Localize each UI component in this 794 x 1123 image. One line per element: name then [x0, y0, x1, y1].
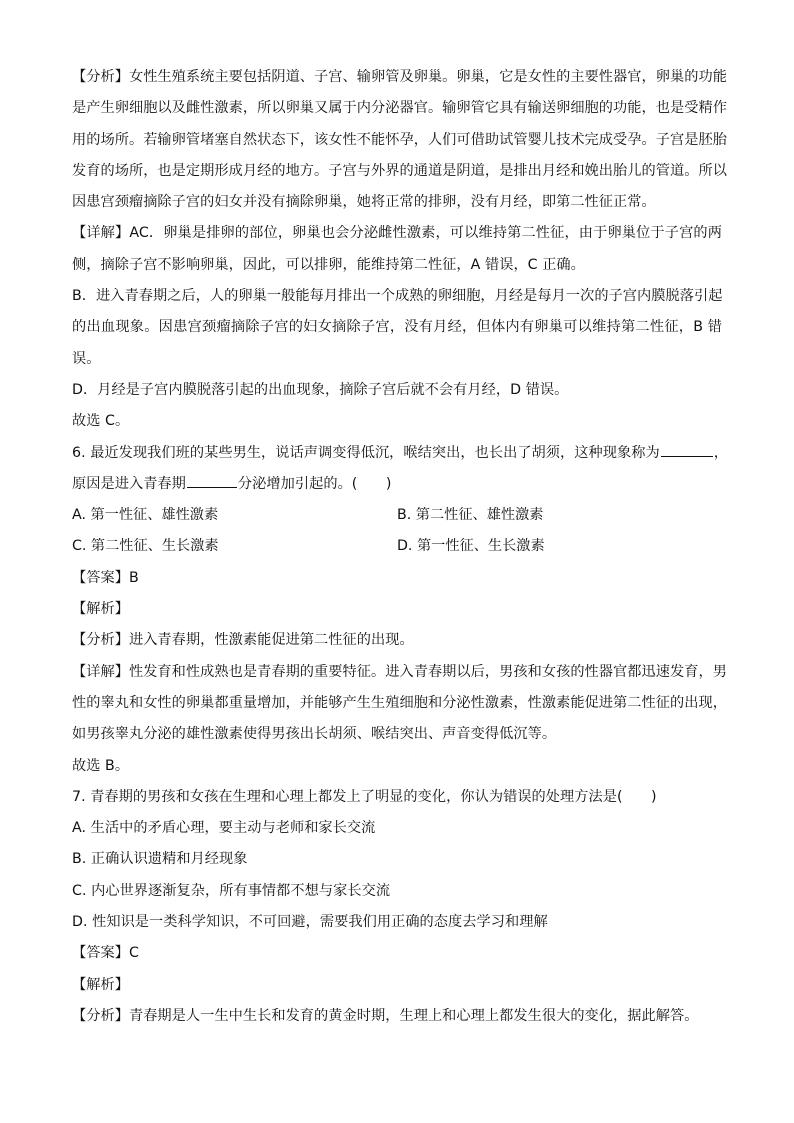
q6-options-row-2 — [72, 531, 722, 562]
q6-stem-text-2: ， — [713, 444, 728, 461]
q6-option-c: C. 第二性征、生长激素 — [72, 538, 219, 555]
q6-detail-line-4: 故选 B。 — [72, 757, 130, 774]
q7-option-a: A. 生活中的矛盾心理，要主动与老师和家长交流 — [72, 820, 376, 837]
q5-detail-line-1: 【详解】AC．卵巢是排卵的部位，卵巢也会分泌雌性激素，可以维持第二性征，由于卵巢位于子宫的两 — [72, 225, 722, 242]
q5-detail-line-7: 故选 C。 — [72, 413, 130, 430]
q6-stem-text-3: 原因是进入青春期 — [72, 475, 186, 492]
q6-stem-text-4: 分泌增加引起的。( ) — [237, 475, 392, 492]
q7-option-c: C. 内心世界逐渐复杂，所有事情都不想与家长交流 — [72, 882, 391, 899]
q5-analysis-line-5: 因患宫颈瘤摘除子宫的妇女并没有摘除卵巢，她将正常的排卵，没有月经，即第二性征正常。 — [72, 194, 656, 211]
q6-analysis: 【分析】进入青春期，性激素能促进第二性征的出现。 — [72, 632, 414, 649]
q5-analysis-line-4: 发育的场所，也是定期形成月经的地方。子宫与外界的通道是阴道，是排出月经和娩出胎儿的管道。所以 — [72, 162, 727, 179]
q6-option-b: B. 第二性征、雄性激素 — [397, 507, 544, 524]
document-page — [72, 62, 728, 1032]
q6-blank-1 — [661, 442, 713, 457]
q6-option-a: A. 第一性征、雄性激素 — [72, 507, 219, 524]
q5-detail-line-5: 误。 — [72, 350, 101, 367]
q7-answer: 【答案】C — [72, 945, 139, 962]
q6-detail-line-1: 【详解】性发育和性成熟也是青春期的重要特征。进入青春期以后，男孩和女孩的性器官都迅速发育，男 — [72, 663, 727, 680]
q7-option-d: D. 性知识是一类科学知识，不可回避，需要我们用正确的态度去学习和理解 — [72, 914, 548, 931]
q6-stem-text-1: 6. 最近发现我们班的某些男生，说话声调变得低沉，喉结突出，也长出了胡须，这种现象称为 — [72, 444, 660, 461]
q5-detail-line-6: D．月经是子宫内膜脱落引起的出血现象，摘除子宫后就不会有月经，D 错误。 — [72, 381, 569, 398]
q5-analysis-line-3: 用的场所。若输卵管堵塞自然状态下，该女性不能怀孕，人们可借助试管婴儿技术完成受孕。子宫是胚胎 — [72, 131, 727, 148]
q6-blank-2 — [187, 473, 237, 488]
q5-analysis-line-2: 是产生卵细胞以及雌性激素，所以卵巢又属于内分泌器官。输卵管它具有输送卵细胞的功能，也是受精作 — [72, 100, 727, 117]
q7-jiexi-label: 【解析】 — [72, 976, 129, 993]
q5-analysis-line-1: 【分析】女性生殖系统主要包括阴道、子宫、输卵管及卵巢。卵巢，它是女性的主要性器官，卵巢的功能 — [72, 69, 727, 85]
q5-detail-line-3: B．进入青春期之后，人的卵巢一般能每月排出一个成熟的卵细胞，月经是每月一次的子宫内膜脱落引起 — [72, 288, 723, 305]
q6-option-d: D. 第一性征、生长激素 — [397, 538, 545, 555]
q5-detail-line-2: 侧，摘除子宫不影响卵巢，因此，可以排卵，能维持第二性征，A 错误，C 正确。 — [72, 256, 585, 273]
q7-stem: 7. 青春期的男孩和女孩在生理和心理上都发上了明显的变化，你认为错误的处理方法是( ) — [72, 788, 657, 805]
q6-stem-line-1 — [72, 438, 728, 469]
q6-detail-line-3: 如男孩睾丸分泌的雄性激素使得男孩出长胡须、喉结突出、声音变得低沉等。 — [72, 726, 557, 743]
q7-analysis: 【分析】青春期是人一生中生长和发育的黄金时期，生理上和心理上都发生很大的变化，据此解答。 — [72, 1007, 699, 1024]
q5-detail-line-4: 的出血现象。因患宫颈瘤摘除子宫的妇女摘除子宫，没有月经，但体内有卵巢可以维持第二性征，B 错 — [72, 319, 722, 336]
q6-jiexi-label: 【解析】 — [72, 601, 129, 618]
q6-detail-line-2: 性的睾丸和女性的卵巢都重量增加，并能够产生生殖细胞和分泌性激素，性激素能促进第二性征的出现， — [72, 694, 727, 711]
q6-stem-line-2 — [72, 469, 722, 500]
q7-option-b: B. 正确认识遗精和月经现象 — [72, 851, 248, 868]
q6-answer: 【答案】B — [72, 569, 139, 586]
q6-options-row-1 — [72, 500, 722, 531]
